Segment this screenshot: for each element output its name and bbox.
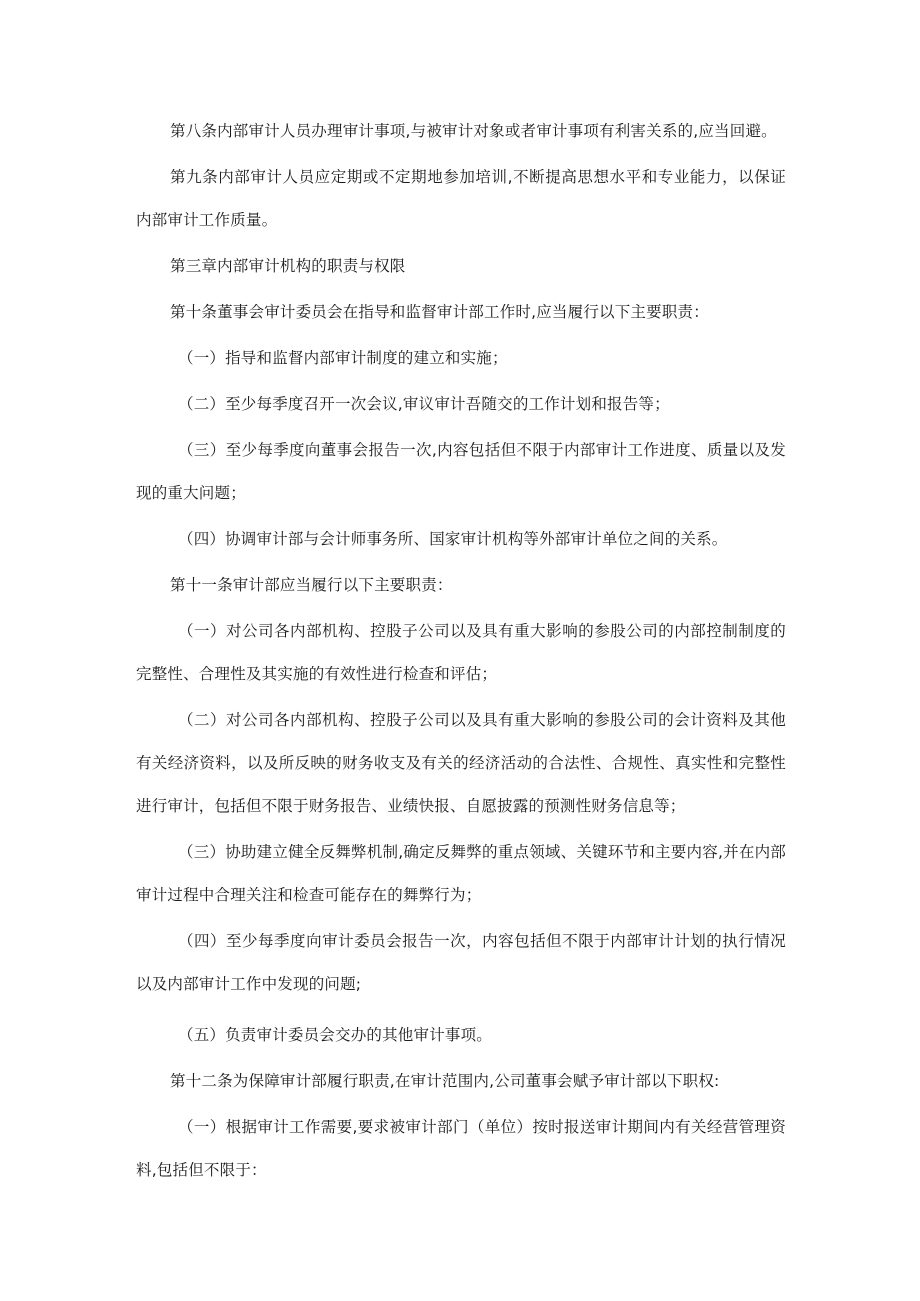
- article-11-item-3: （三）协助建立健全反舞弊机制,确定反舞弊的重点领域、关键环节和主要内容,并在内部审计过程中合理关注和检查可能存在的舞弊行为；: [136, 843, 786, 904]
- article-11: 第十一条审计部应当履行以下主要职责：: [170, 576, 453, 594]
- article-8: 第八条内部审计人员办理审计事项,与被审计对象或者审计事项有利害关系的,应当回避。: [170, 122, 777, 140]
- article-11-item-2: （二）对公司各内部机构、控股子公司以及具有重大影响的参股公司的会计资料及其他有关经济资料，以及所反映的财务收支及有关的经济活动的合法性、合规性、真实性和完整性进行审计，包括但不限于财务报告、业绩快报、自愿披露的预测性财务信息等；: [136, 711, 786, 815]
- article-10-item-1: （一）指导和监督内部审计制度的建立和实施；: [178, 349, 508, 367]
- article-11-item-4: （四）至少每季度向审计委员会报告一次，内容包括但不限于内部审计计划的执行情况以及内部审计工作中发现的问题;: [136, 932, 786, 993]
- article-10-item-2: （二）至少每季度召开一次会议,审议审计吾随交的工作计划和报告等；: [178, 395, 670, 413]
- article-11-item-5: （五）负责审计委员会交办的其他审计事项。: [178, 1026, 493, 1044]
- article-10: 第十条董事会审计委员会在指导和监督审计部工作时,应当履行以下主要职责：: [170, 303, 709, 321]
- document-body: [136, 110, 786, 1195]
- chapter-3-heading: 第三章内部审计机构的职责与权限: [170, 257, 406, 275]
- article-11-item-1: （一）对公司各内部机构、控股子公司以及具有重大影响的参股公司的内部控制制度的完整性、合理性及其实施的有效性进行检查和评估；: [136, 622, 786, 683]
- article-9: 第九条内部审计人员应定期或不定期地参加培训,不断提高思想水平和专业能力，以保证内部审计工作质量。: [136, 168, 786, 229]
- article-12-item-1: （一）根据审计工作需要,要求被审计部门（单位）按时报送审计期间内有关经营管理资料,包括但不限于：: [136, 1118, 786, 1179]
- article-10-item-4: （四）协调审计部与会计师事务所、国家审计机构等外部审计单位之间的关系。: [178, 530, 728, 548]
- article-10-item-3: （三）至少每季度向董事会报告一次,内容包括但不限于内部审计工作进度、质量以及发现的重大问题；: [136, 441, 786, 502]
- article-12: 第十二条为保障审计部履行职责,在审计范围内,公司董事会赋予审计部以下职权:: [170, 1072, 720, 1090]
